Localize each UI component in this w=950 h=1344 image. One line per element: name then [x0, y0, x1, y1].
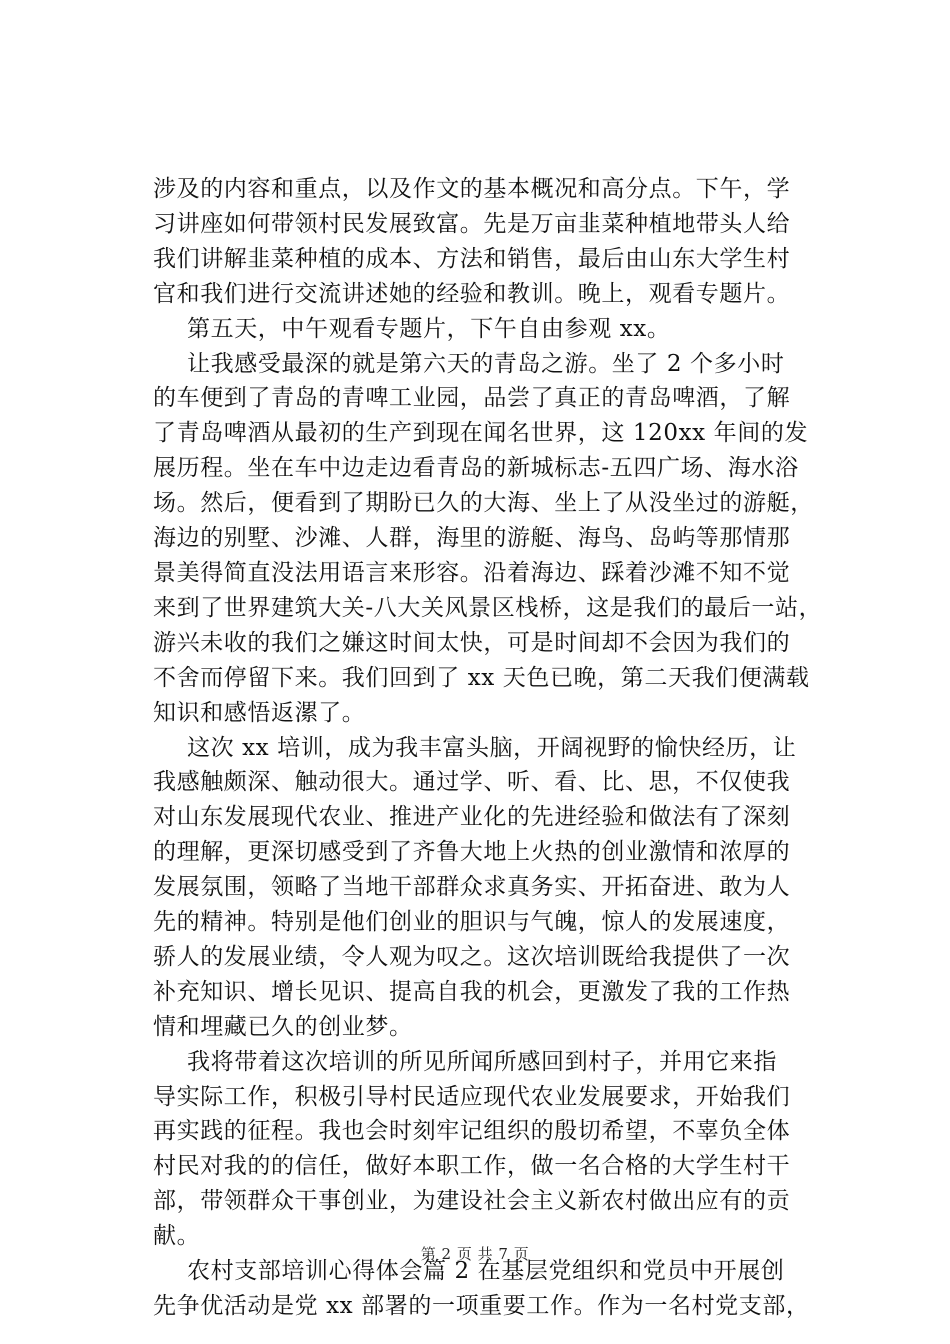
text-line: 海边的别墅、沙滩、人群，海里的游艇、海鸟、岛屿等那情那: [153, 525, 791, 552]
text-line: 骄人的发展业绩，令人观为叹之。这次培训既给我提供了一次: [153, 943, 791, 970]
text-line: 官和我们进行交流讲述她的经验和教训。晚上，观看专题片。: [153, 280, 791, 307]
text-line: 的理解，更深切感受到了齐鲁大地上火热的创业激情和浓厚的: [153, 839, 791, 866]
text-line: 献。: [153, 1223, 201, 1250]
text-line: 情和埋藏已久的创业梦。: [153, 1013, 413, 1040]
text-line: 村民对我的的信任，做好本职工作，做一名合格的大学生村干: [153, 1153, 791, 1180]
text-line: 先的精神。特别是他们创业的胆识与气魄，惊人的发展速度，: [153, 909, 791, 936]
paragraph: [153, 731, 813, 1045]
text-line: 场。然后，便看到了期盼已久的大海、坐上了从没坐过的游艇，: [153, 490, 814, 517]
text-line: 这次 xx 培训，成为我丰富头脑，开阔视野的愉快经历，让: [187, 734, 797, 761]
paragraph: [153, 1045, 813, 1254]
text-line: 我感触颇深、触动很大。通过学、听、看、比、思，不仅使我: [153, 769, 791, 796]
text-line: 来到了世界建筑大关-八大关风景区栈桥，这是我们的最后一站，: [153, 594, 823, 621]
text-line: 我将带着这次培训的所见所闻所感回到村子，并用它来指: [187, 1048, 777, 1075]
paragraph: [153, 1254, 813, 1324]
text-line: 涉及的内容和重点，以及作文的基本概况和高分点。下午，学: [153, 176, 791, 202]
text-line: 了青岛啤酒从最初的生产到现在闻名世界，这 120xx 年间的发: [153, 420, 809, 447]
text-line: 展历程。坐在车中边走边看青岛的新城标志-五四广场、海水浴: [153, 455, 799, 482]
text-line: 习讲座如何带领村民发展致富。先是万亩韭菜种植地带头人给: [153, 210, 791, 237]
paragraph: [153, 172, 813, 312]
paragraph: [153, 312, 813, 347]
text-line: 导实际工作，积极引导村民适应现代农业发展要求，开始我们: [153, 1083, 791, 1110]
text-line: 对山东发展现代农业、推进产业化的先进经验和做法有了深刻: [153, 804, 791, 831]
page-footer: [0, 1243, 950, 1264]
text-line: 再实践的征程。我也会时刻牢记组织的殷切希望，不辜负全体: [153, 1118, 791, 1145]
text-line: 发展氛围，领略了当地干部群众求真务实、开拓奋进、敢为人: [153, 874, 791, 901]
text-line: 先争优活动是党 xx 部署的一项重要工作。作为一名村党支部，: [153, 1293, 810, 1319]
text-line: 的车便到了青岛的青啤工业园，品尝了真正的青岛啤酒，了解: [153, 385, 791, 412]
text-line: 不舍而停留下来。我们回到了 xx 天色已晚，第二天我们便满载: [153, 664, 810, 691]
page-indicator: 第 2 页 共 7 页: [420, 1245, 530, 1263]
text-line: 知识和感悟返漯了。: [153, 699, 366, 726]
text-line: 部，带领群众干事创业，为建设社会主义新农村做出应有的贡: [153, 1188, 791, 1215]
text-line: 我们讲解韭菜种植的成本、方法和销售，最后由山东大学生村: [153, 245, 791, 272]
text-line: 补充知识、增长见识、提高自我的机会，更激发了我的工作热: [153, 978, 791, 1005]
text-line: 让我感受最深的就是第六天的青岛之游。坐了 2 个多小时: [187, 350, 785, 377]
text-line: 第五天，中午观看专题片，下午自由参观 xx。: [187, 315, 671, 342]
paragraph: [153, 347, 823, 731]
document-body: [153, 172, 823, 1324]
text-line: 景美得简直没法用语言来形容。沿着海边、踩着沙滩不知不觉: [153, 559, 791, 586]
text-line: 农村支部培训心得体会篇 2 在基层党组织和党员中开展创: [187, 1258, 785, 1285]
text-line: 游兴未收的我们之嫌这时间太快，可是时间却不会因为我们的: [153, 629, 791, 656]
